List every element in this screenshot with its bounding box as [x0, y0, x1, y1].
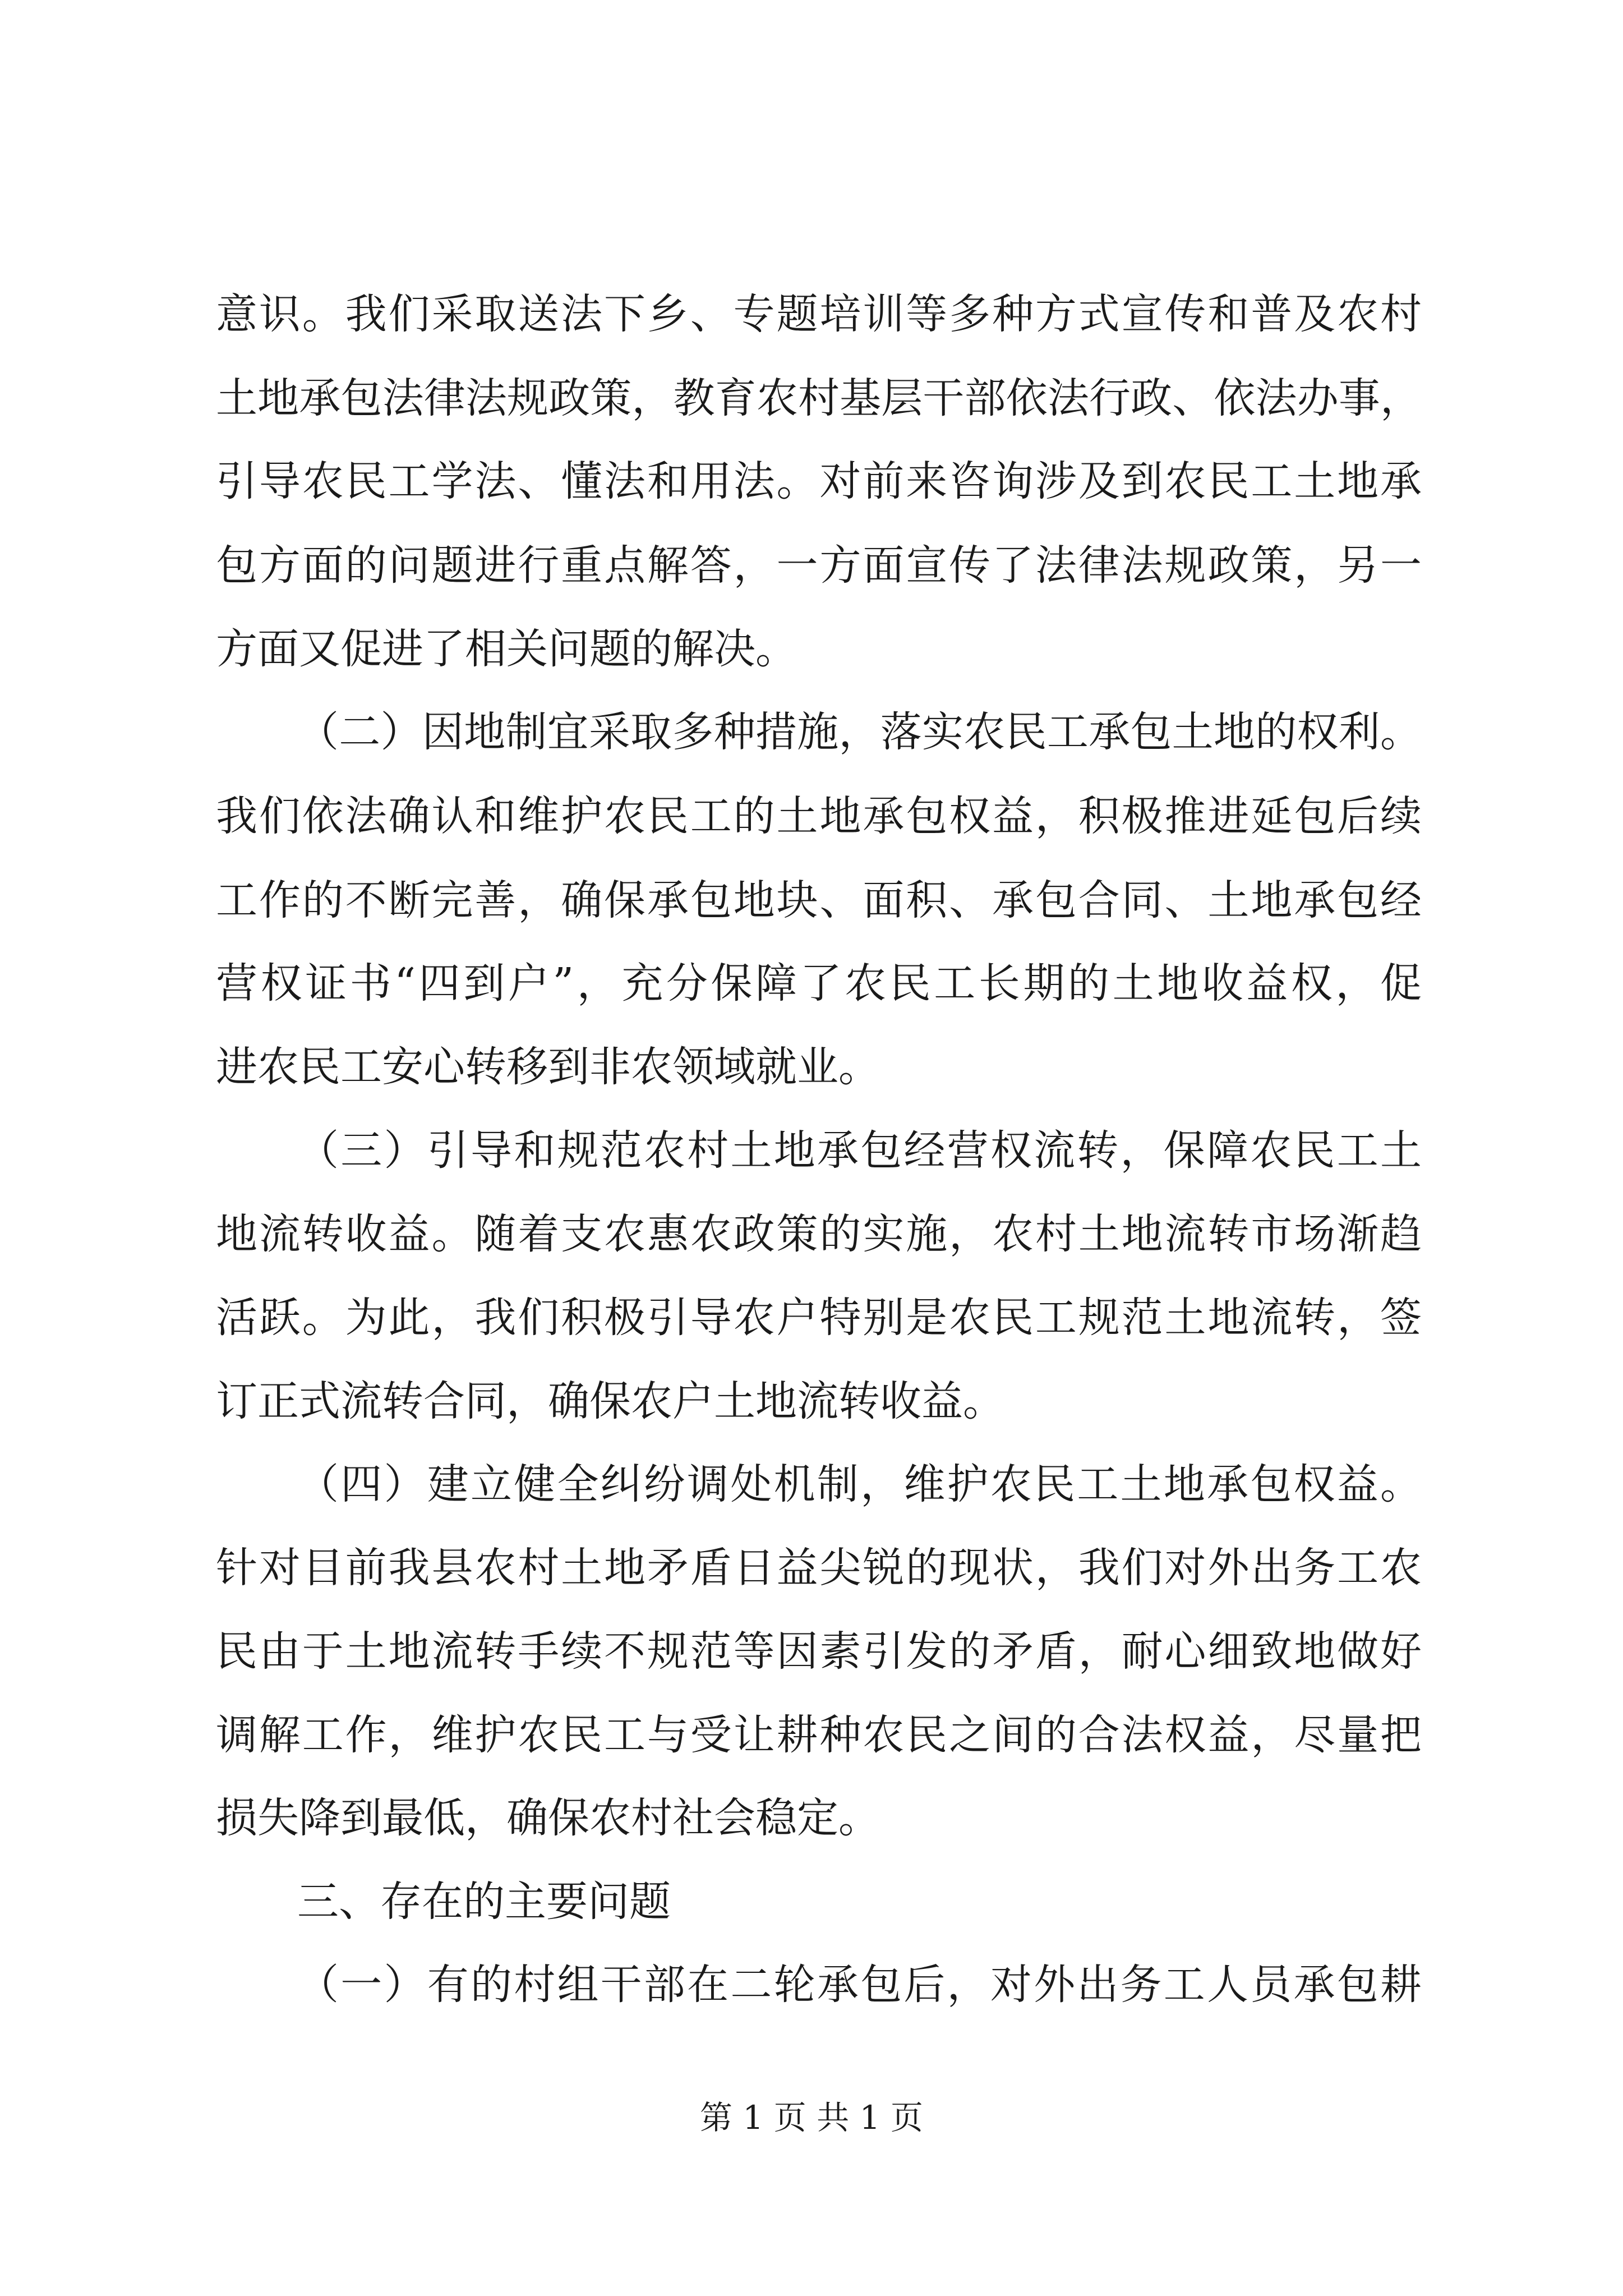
text-line-14: 订正式流转合同，确保农户土地流转收益。: [216, 1377, 1004, 1425]
text-line-12: 地流转收益。随着支农惠农政策的实施，农村土地流转市场渐趋: [216, 1210, 1422, 1258]
text-line-21: （一）有的村组干部在二轮承包后，对外出务工人员承包耕: [297, 1961, 1422, 2009]
text-line-8: 工作的不断完善，确保承包地块、面积、承包合同、土地承包经: [216, 876, 1422, 924]
text-line-1: 意识。我们采取送法下乡、专题培训等多种方式宣传和普及农村: [216, 290, 1422, 338]
text-line-6: （二）因地制宜采取多种措施，落实农民工承包土地的权利。: [297, 708, 1422, 756]
text-line-10: 进农民工安心转移到非农领域就业。: [216, 1043, 880, 1091]
page-footer: 第 1 页 共 1 页: [700, 2099, 923, 2137]
text-line-13: 活跃。为此，我们积极引导农户特别是农民工规范土地流转，签: [216, 1294, 1422, 1342]
text-line-9: 营权证书“四到户”，充分保障了农民工长期的土地收益权，促: [216, 959, 1422, 1007]
text-line-3: 引导农民工学法、懂法和用法。对前来咨询涉及到农民工土地承: [216, 457, 1422, 505]
text-line-18: 调解工作，维护农民工与受让耕种农民之间的合法权益，尽量把: [216, 1711, 1422, 1759]
text-line-7: 我们依法确认和维护农民工的土地承包权益，积极推进延包后续: [216, 792, 1422, 840]
section-heading: 三、存在的主要问题: [297, 1878, 671, 1926]
text-line-19: 损失降到最低，确保农村社会稳定。: [216, 1794, 880, 1842]
text-line-15: （四）建立健全纠纷调处机制，维护农民工土地承包权益。: [297, 1460, 1422, 1508]
text-line-11: （三）引导和规范农村土地承包经营权流转，保障农民工土: [297, 1126, 1422, 1175]
text-line-4: 包方面的问题进行重点解答，一方面宣传了法律法规政策，另一: [216, 541, 1422, 590]
text-line-2: 土地承包法律法规政策，教育农村基层干部依法行政、依法办事，: [216, 374, 1422, 422]
text-line-16: 针对目前我县农村土地矛盾日益尖锐的现状，我们对外出务工农: [216, 1544, 1422, 1592]
text-line-5: 方面又促进了相关问题的解决。: [216, 625, 797, 673]
text-line-17: 民由于土地流转手续不规范等因素引发的矛盾，耐心细致地做好: [216, 1627, 1422, 1676]
